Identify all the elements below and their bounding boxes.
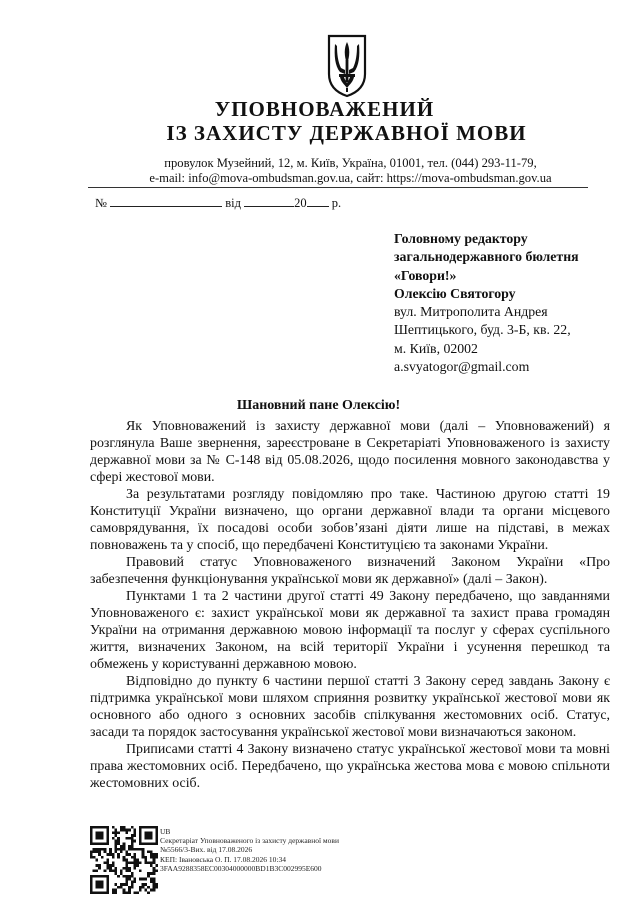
letterhead-divider xyxy=(88,187,588,188)
body-paragraph: Правовий статус Уповноваженого визначений Законом України «Про забезпечення функціонування української мови як державної» (далі – Закон). xyxy=(90,555,610,587)
stamp-line: 3FAA9288358EC00304000000BD1B3C002995E600 xyxy=(160,863,322,873)
recipient-position: Головному редактору xyxy=(394,231,528,246)
organization-title-line2: ІЗ ЗАХИСТУ ДЕРЖАВНОЇ МОВИ xyxy=(166,121,527,145)
recipient-publication-name: «Говори!» xyxy=(394,267,457,283)
recipient-block xyxy=(394,230,579,376)
date-blank xyxy=(244,195,294,207)
organization-title-line1: УПОВНОВАЖЕНИЙ xyxy=(214,97,435,121)
registration-line xyxy=(95,195,341,211)
qr-code-icon xyxy=(90,826,158,894)
letter-body xyxy=(90,418,610,792)
recipient-building: Шептицького, буд. 3-Б, кв. 22, xyxy=(394,322,571,338)
address-line: провулок Музейний, 12, м. Київ, Україна, 01001, тел. (044) 293-11-79, xyxy=(164,156,537,170)
year-prefix: 20 xyxy=(294,196,307,210)
body-paragraph: Пунктами 1 та 2 частини другої статті 49 Закону передбачено, що завданнями Уповноваженого є: захист української мови як державної та захист права громадян України на отримання державною мовою інформації та послуг у сферах суспільного життя, визначених Законом, на всій території України і усунення перешкод та обмежень у користуванні державною мовою. xyxy=(90,589,610,672)
number-label: № xyxy=(95,196,107,210)
e-signature-stamp xyxy=(160,827,339,873)
body-paragraph: За результатами розгляду повідомляю про таке. Частиною другою статті 19 Конституції України визначено, що органи державної влади та органи місцевого самоврядування, їх посадові особи зобов’язані діяти лише на підставі, в межах повноважень та у спосіб, що передбачені Конституцією та законами України. xyxy=(90,487,610,553)
stamp-line: UB xyxy=(160,827,171,836)
year-suffix: р. xyxy=(331,196,342,210)
stamp-line: Секретаріат Уповноваженого із захисту державної мови xyxy=(160,836,339,846)
recipient-street: вул. Митрополита Андрея xyxy=(394,304,548,320)
number-blank xyxy=(110,195,222,207)
recipient-city: м. Київ, 02002 xyxy=(394,340,478,356)
stamp-line: №5566/3-Вих. від 17.08.2026 xyxy=(160,845,253,855)
year-blank xyxy=(307,195,329,207)
salutation: Шановний пане Олексію! xyxy=(236,398,401,413)
contact-line: e-mail: info@mova-ombudsman.gov.ua, сайт: https://mova-ombudsman.gov.ua xyxy=(149,171,552,185)
body-paragraph: Приписами статті 4 Закону визначено статус української жестової мови та мовні права жестомовних осіб. Передбачено, що українська жестова мова є мовою спільноти жестомовних осіб. xyxy=(90,742,610,791)
stamp-line: КЕП: Івановська О. П. 17.08.2026 10:34 xyxy=(160,854,287,864)
recipient-publication: загальнодержавного бюлетня xyxy=(394,249,579,265)
body-paragraph: Як Уповноважений із захисту державної мови (далі – Уповноважений) я розглянула Ваше звернення, зареєстроване в Секретаріаті Уповноваженого із захисту державної мови за № С-148 від 05.08.2026, щодо посилення мовного законодавства у сфері жестової мови. xyxy=(90,419,610,485)
recipient-name: Олексію Святогору xyxy=(394,285,516,301)
body-paragraph: Відповідно до пункту 6 частини першої статті 3 Закону серед завдань Закону є підтримка української мови шляхом сприяння розвитку української жестової мови як основного або одного з основних засобів спілкування жестомовних осіб. Статус, засади та порядок застосування української жестової мови визначаються законом. xyxy=(90,674,610,740)
trident-coat-of-arms-icon xyxy=(326,34,368,98)
recipient-email: a.svyatogor@gmail.com xyxy=(394,359,530,375)
date-label: від xyxy=(225,196,241,210)
